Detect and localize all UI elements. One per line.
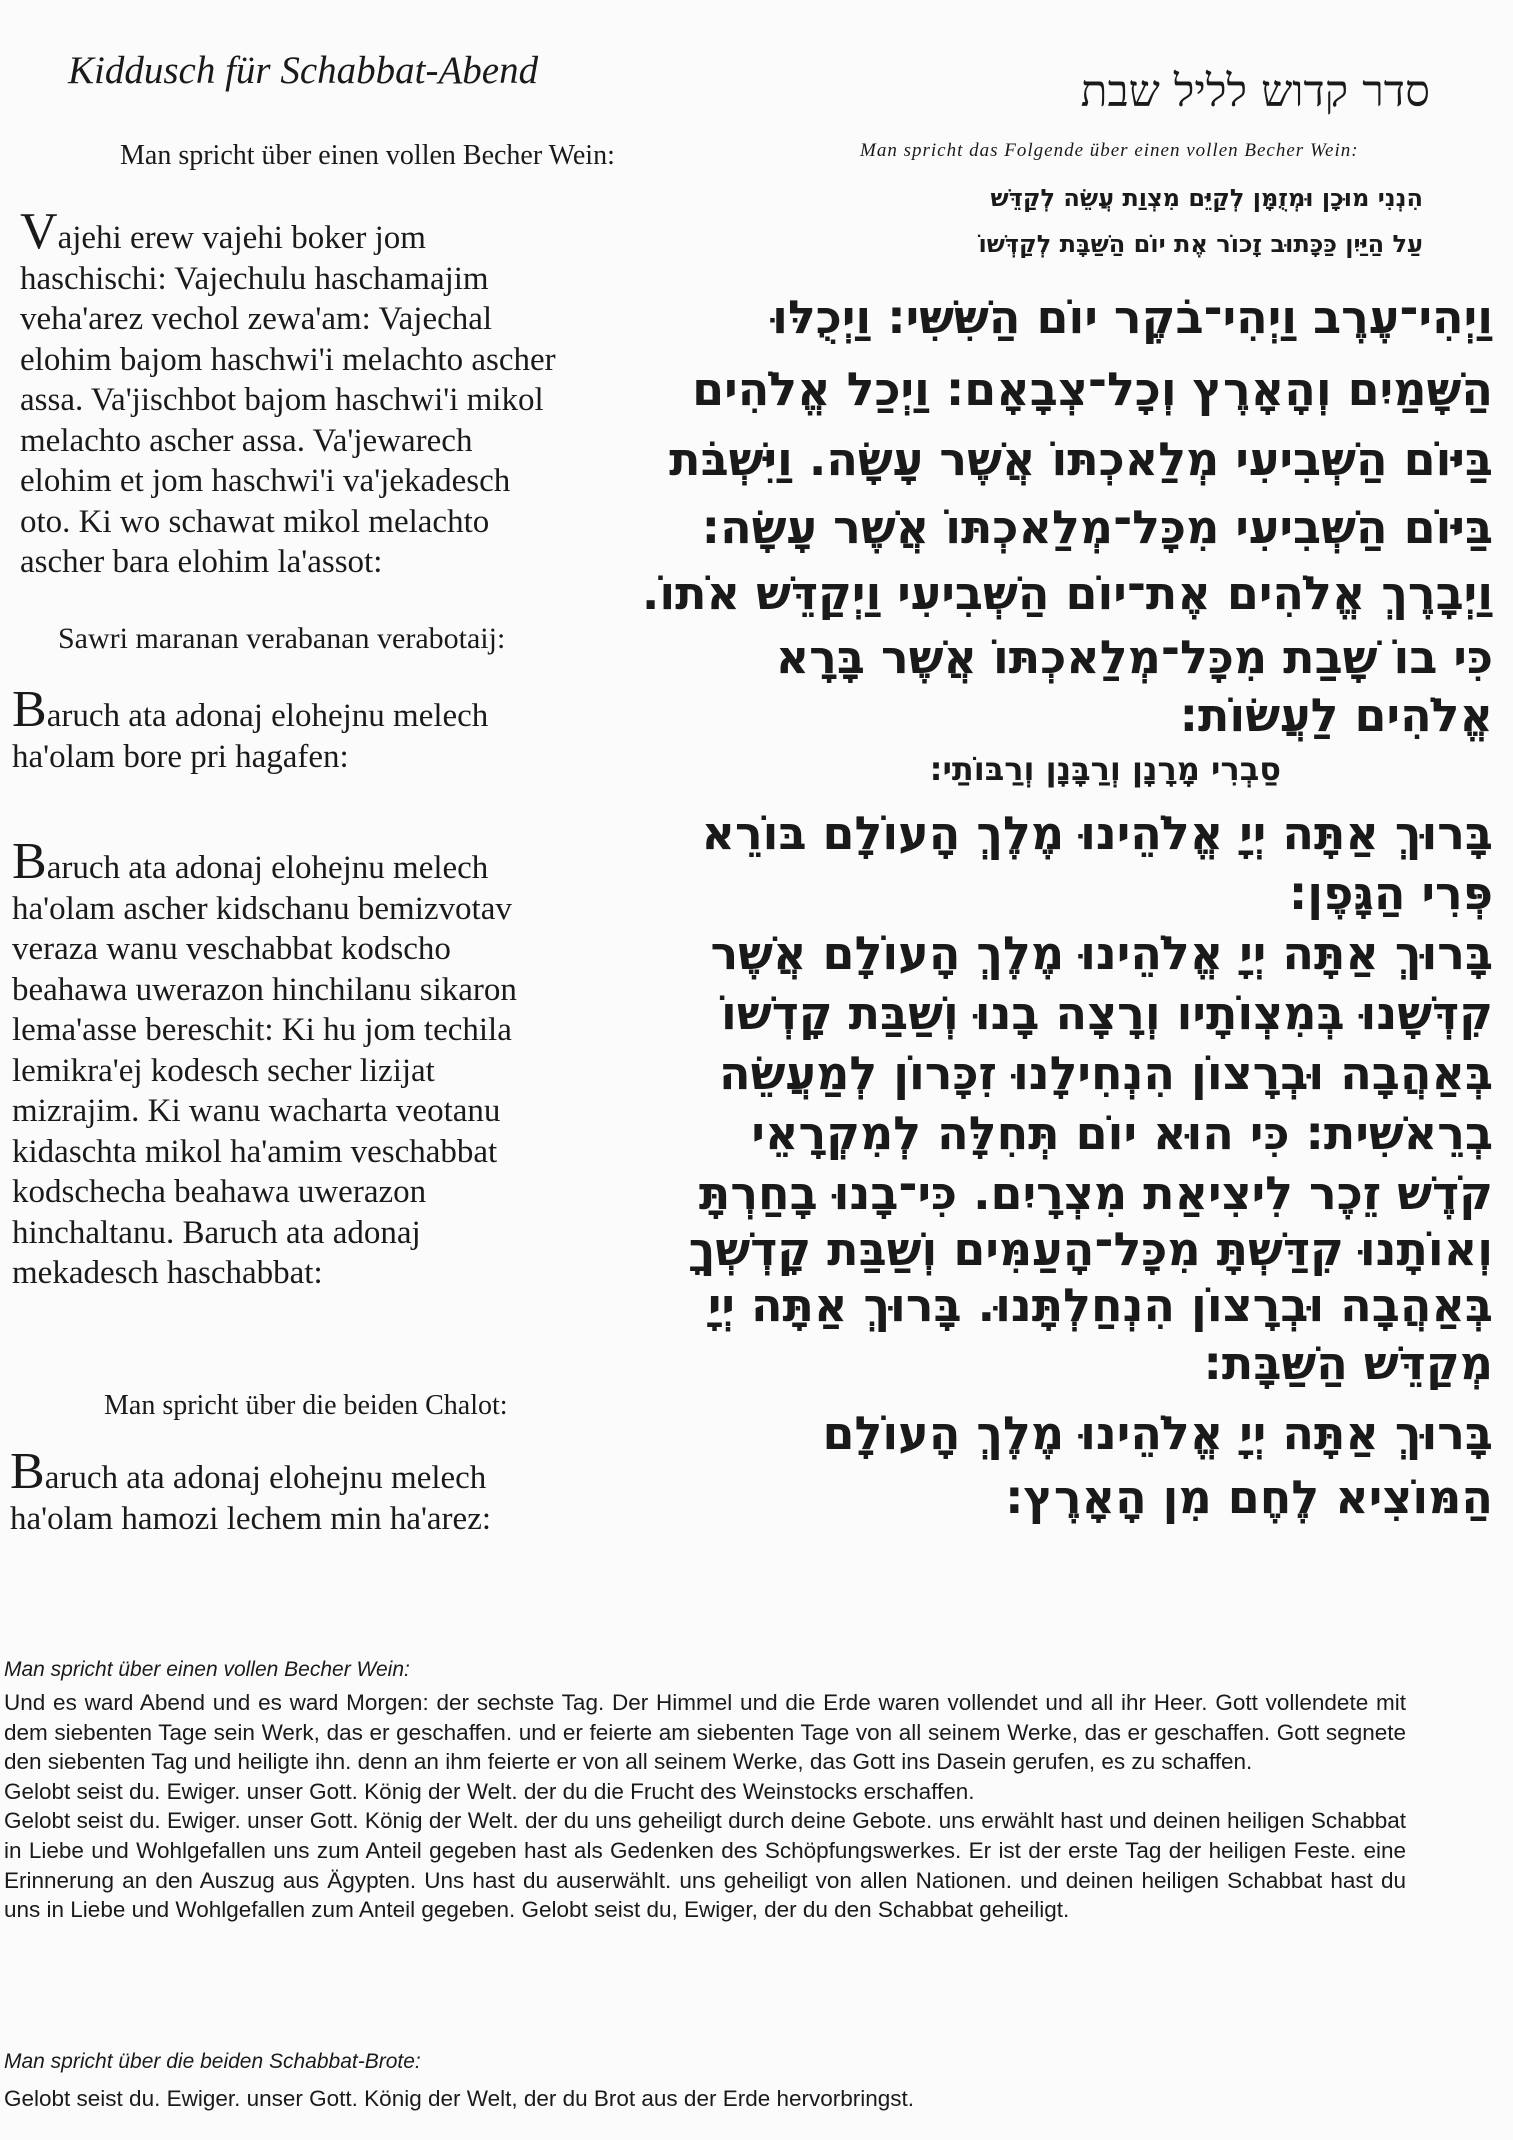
kidschanu-paragraph: Baruch ata adonaj elohejnu melech ha'olam ascher kidschanu bemizvotav veraza wanu veschabbat kodscho beahawa uwerazon hinchilanu sikaron lema'asse bereschit: Ki hu jom techila lemikra'ej kodesch secher lizijat mizrajim. Ki wanu wacharta veotanu kidaschta mikol ha'amim veschabbat kodschecha beahawa uwerazon hinchaltanu. Baruch ata adonaj mekadesch haschabbat: xyxy=(12,833,517,1291)
hebrew-line: בַּיּוֹם הַשְּׁבִיעִי מִכָּל־מְלַאכְתּוֹ אֲשֶׁר עָשָׂה: xyxy=(701,500,1493,554)
hebrew-line: מְקַדֵּשׁ הַשַּׁבָּת: xyxy=(1203,1336,1493,1390)
hebrew-line: הַשָּׁמַיִם וְהָאָרֶץ וְכָל־צְבָאָם: וַיְכַל אֱלֹהִים xyxy=(692,362,1493,416)
sawri-line: Sawri maranan verabanan verabotaij: xyxy=(58,622,506,655)
bore-pri-paragraph: Baruch ata adonaj elohejnu melech ha'olam bore pri hagafen: xyxy=(12,681,489,775)
hebrew-line: אֱלֹהִים לַעֲשׂוֹת: xyxy=(1179,688,1493,742)
instruction-wine: Man spricht über einen vollen Becher Wein: xyxy=(120,140,615,171)
drop-cap-b: B xyxy=(10,1443,45,1500)
hebrew-preface-line: עַל הַיַּיִן כַּכָּתוּב זָכוֹר אֶת יוֹם הַשַּׁבָּת לְקַדְּשׁוֹ xyxy=(978,230,1423,258)
hebrew-line: וַיְבָרֶךְ אֱלֹהִים אֶת־יוֹם הַשְּׁבִיעִי וַיְקַדֵּשׁ אֹתוֹ. xyxy=(641,566,1493,620)
vajehi-paragraph: Vajehi erew vajehi boker jom haschischi: Vajechulu haschamajim veha'arez vechol zewa'am: Vajechal elohim bajom haschwi'i melachto ascher assa. Va'jischbot bajom haschwi'i mikol melachto ascher assa. Va'jewarech elohim et jom haschwi'i va'jekadesch oto. Ki wo schawat mikol melachto ascher bara elohim la'assot: xyxy=(20,203,556,580)
hebrew-line: בָּרוּךְ אַתָּה יְיָ אֱלֹהֵינוּ מֶלֶךְ הָעוֹלָם בּוֹרֵא xyxy=(701,806,1493,860)
hebrew-line: בְּאַהֲבָה וּבְרָצוֹן הִנְחִילָנוּ זִכָּרוֹן לְמַעֲשֵׂה xyxy=(719,1046,1493,1100)
hebrew-line: וַיְהִי־עֶרֶב וַיְהִי־בֹקֶר יוֹם הַשִּׁשִּׁי: וַיְכֻלּוּ xyxy=(772,290,1493,344)
hebrew-line: בָּרוּךְ אַתָּה יְיָ אֱלֹהֵינוּ מֶלֶךְ הָעוֹלָם xyxy=(822,1406,1493,1460)
hebrew-line: הַמּוֹצִיא לֶחֶם מִן הָאָרֶץ: xyxy=(1005,1470,1493,1524)
hebrew-line: וְאוֹתָנוּ קִדַּשְׁתָּ מִכָּל־הָעַמִּים וְשַׁבַּת קָדְשְׁךָ xyxy=(688,1222,1493,1276)
hebrew-instruction: Man spricht das Folgende über einen vollen Becher Wein: xyxy=(860,140,1359,161)
hebrew-title: סדר קדוש לליל שבת xyxy=(1080,66,1430,117)
hebrew-line: בַּיּוֹם הַשְּׁבִיעִי מְלַאכְתּוֹ אֲשֶׁר עָשָׂה. וַיִּשְׁבֹּת xyxy=(669,432,1493,486)
hebrew-line: בָּרוּךְ אַתָּה יְיָ אֱלֹהֵינוּ מֶלֶךְ הָעוֹלָם אֲשֶׁר xyxy=(710,926,1493,980)
translation-bread: Gelobt seist du. Ewiger. unser Gott. König der Welt, der du Brot aus der Erde hervorbringst. xyxy=(4,2086,915,2111)
translation-instruction-brote: Man spricht über die beiden Schabbat-Brote: xyxy=(4,2050,421,2073)
hebrew-line: בְרֵאשִׁית: כִּי הוּא יוֹם תְּחִלָּה לְמִקְרָאֵי xyxy=(751,1106,1493,1160)
instruction-chalot: Man spricht über die beiden Chalot: xyxy=(104,1390,508,1421)
drop-cap-b: B xyxy=(12,833,47,890)
hebrew-line: בְּאַהֲבָה וּבְרָצוֹן הִנְחַלְתָּנוּ. בָּרוּךְ אַתָּה יְיָ xyxy=(707,1278,1493,1332)
hebrew-preface-line: הִנְנִי מוּכָן וּמְזֻמָּן לְקַיֵּם מִצְוַת עֲשֵׂה לְקַדֵּשׁ xyxy=(990,184,1423,212)
hebrew-line: קֹדֶשׁ זֵכֶר לִיצִיאַת מִצְרָיִם. כִּי־בָנוּ בָחַרְתָּ xyxy=(698,1166,1493,1220)
drop-cap-v: V xyxy=(20,203,58,260)
hamozi-paragraph: Baruch ata adonaj elohejnu melech ha'olam hamozi lechem min ha'arez: xyxy=(10,1443,492,1537)
translation-instruction-wine: Man spricht über einen vollen Becher Wein: xyxy=(4,1658,410,1681)
translation-body xyxy=(4,1688,1406,1925)
translation-paragraph: Gelobt seist du. Ewiger. unser Gott. König der Welt. der du uns geheiligt durch deine Gebote. uns erwählt hast und deinen heiligen Schabbat in Liebe und Wohlgefallen uns zum Anteil gegeben hast als Gedenken des Schöpfungswerkes. Er ist der erste Tag der heiligen Feste. eine Erinnerung an den Auszug aus Ägypten. Uns hast du auserwählt. uns geheiligt von allen Nationen. und deinen heiligen Schabbat hast du uns in Liebe und Wohlgefallen zum Anteil gegeben. Gelobt seist du, Ewiger, der du den Schabbat geheiligt. xyxy=(4,1808,1406,1923)
translation-paragraph: Gelobt seist du. Ewiger. unser Gott. König der Welt. der du die Frucht des Weinstocks erschaffen. xyxy=(4,1778,975,1804)
german-title: Kiddusch für Schabbat-Abend xyxy=(68,49,539,92)
translation-paragraph: Und es ward Abend und es ward Morgen: der sechste Tag. Der Himmel und die Erde waren vollendet und all ihr Heer. Gott vollendete mit dem siebenten Tage sein Werk, das er geschaffen. und er feierte am siebenten Tage von all seinem Werke, das er geschaffen. Gott segnete den siebenten Tag und heiligte ihn. denn an ihm feierte er von all seinem Werke, das Gott ins Dasein gerufen, es zu schaffen. xyxy=(4,1690,1406,1775)
hebrew-savri: סַבְרִי מָרָנָן וְרַבָּנָן וְרַבּוֹתַי: xyxy=(929,750,1281,788)
hebrew-line: כִּי בוֹ שָׁבַת מִכָּל־מְלַאכְתּוֹ אֲשֶׁר בָּרָא xyxy=(775,630,1493,684)
hebrew-line: קִדְּשָׁנוּ בְּמִצְוֹתָיו וְרָצָה בָנוּ וְשַׁבַּת קָדְשׁוֹ xyxy=(721,986,1493,1040)
hebrew-line: פְּרִי הַגָּפֶן: xyxy=(1288,866,1493,920)
drop-cap-b: B xyxy=(12,681,47,738)
